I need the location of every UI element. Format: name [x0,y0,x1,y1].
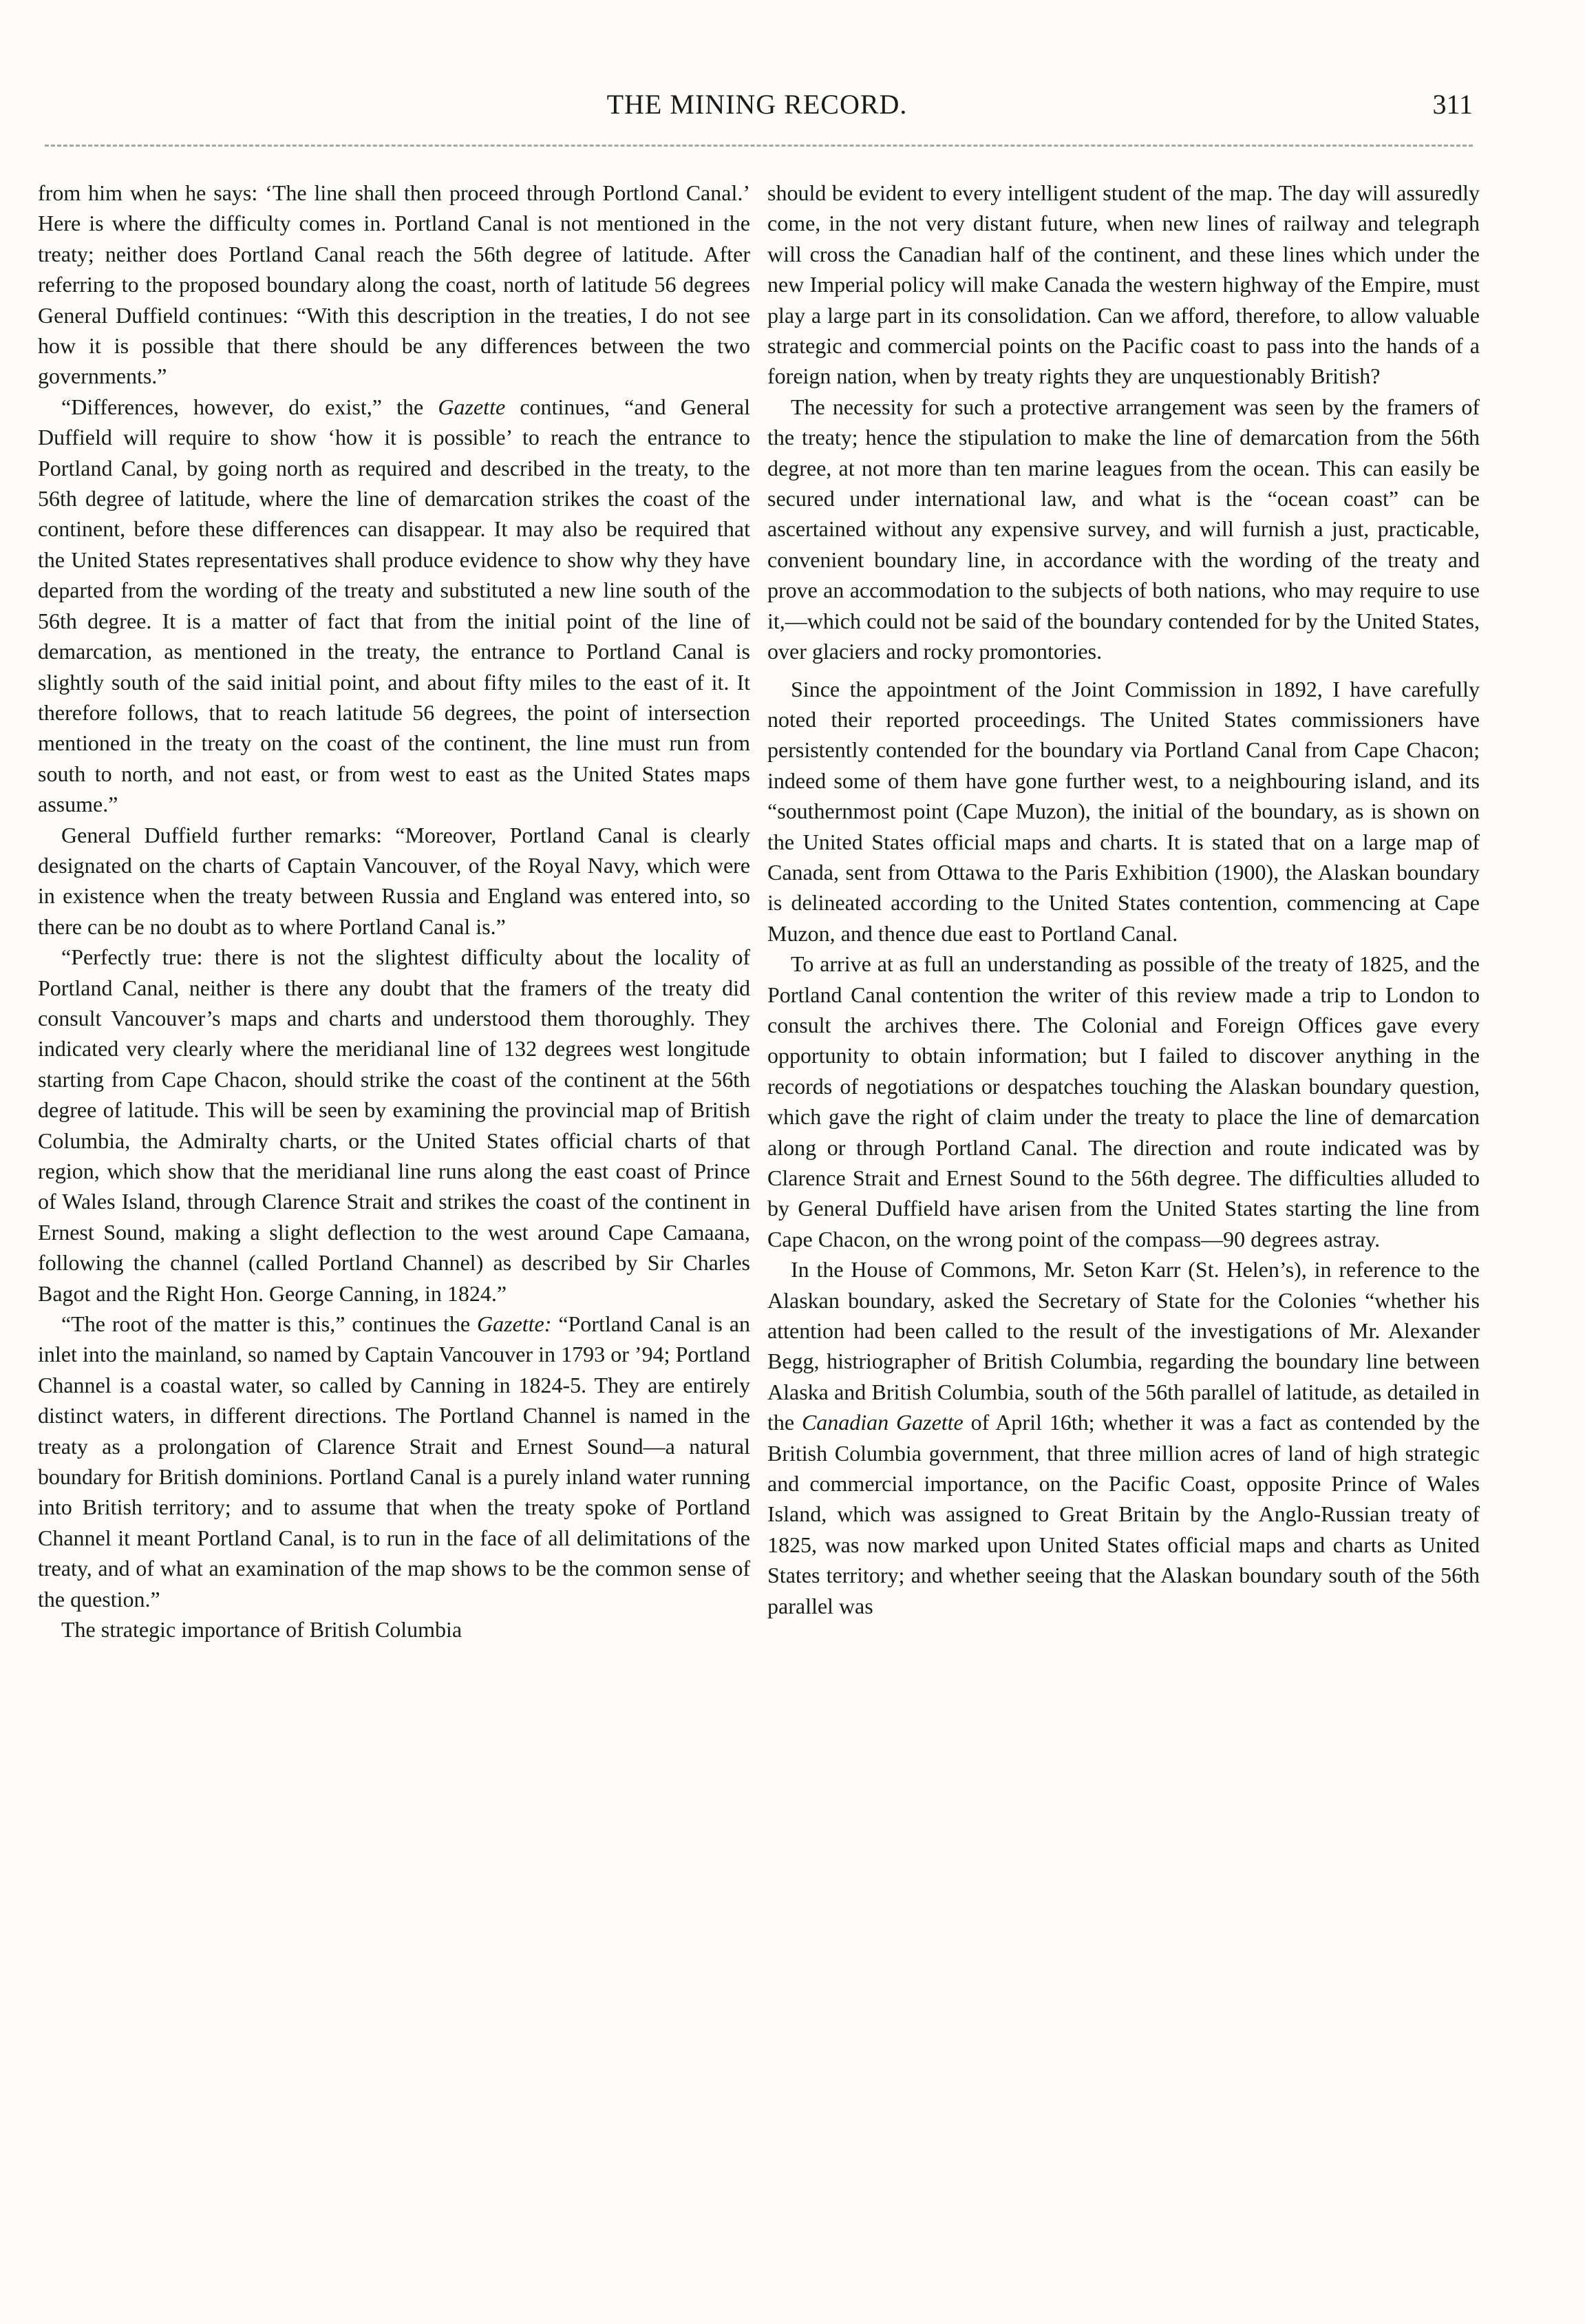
paragraph [38,1309,750,1614]
paragraph-text: “Differences, however, do exist,” the [61,394,438,419]
paragraph-text: continues, “and General Duffield will require to show ‘how it is possible’ to reach the entrance to Portland Canal, by going north as required and described in the treaty, to the 56th degree of latitude, where the line of demarcation strikes the coast of the continent, before these differences can disappear. It may also be required that the United States representatives shall produce evidence to show why they have departed from the wording of the treaty and substituted a new line south of the 56th degree. It is a matter of fact that from the initial point of the line of demarcation, as mentioned in the treaty, the entrance to Portland Canal is slightly south of the said initial point, and about fifty miles to the east of it. It therefore follows, that to reach latitude 56 degrees, the point of intersection mentioned in the treaty on the coast of the continent, the line must run from south to north, and not east, or from west to east as the United States maps assume.” [38,394,750,817]
italic-publication-name: Canadian Gazette [801,1410,964,1435]
paragraph: from him when he says: ‘The line shall then proceed through Portlond Canal.’ Here is where the difficulty comes in. Portland Canal is not mentioned in the treaty; neither does Portland Canal reach the 56th degree of latitude. After referring to the proposed boundary along the coast, north of latitude 56 degrees General Duffield continues: “With this description in the treaties, I do not see how it is possible that there should be any differences between the two governments.” [38,180,750,389]
paragraph: “Perfectly true: there is not the slightest difficulty about the locality of Portland Canal, neither is there any doubt that the framers of the treaty did consult Vancouver’s maps and charts and understood them thoroughly. They indicated very clearly where the meridianal line of 132 degrees west longitude starting from Cape Chacon, should strike the coast of the continent at the 56th degree of latitude. This will be seen by examining the provincial map of British Columbia, the Admiralty charts, or the United States official charts of that region, which show that the meridianal line runs along the east coast of Prince of Wales Island, through Clarence Strait and strikes the coast of the continent in Ernest Sound, making a slight deflection to the west around Cape Camaana, following the channel (called Portland Channel) as described by Sir Charles Bagot and the Right Hon. George Canning, in 1824.” [38,944,750,1306]
page-number: 311 [1432,89,1473,120]
header-rule [45,145,1473,147]
paragraph: The necessity for such a protective arrangement was seen by the framers of the treaty; hence the stipulation to make the line of demarcation from the 56th degree, at not more than ten marine leagues from the ocean. This can easily be secured under international law, and what is the “ocean coast” can be ascertained without any expensive survey, and will furnish a just, practicable, convenient boundary line, in accordance with the wording of the treaty and prove an accommodation to the subjects of both nations, who may require to use it,—which could not be said of the boundary contended for by the United States, over glaciers and rocky promontories. [767,394,1480,664]
paragraph: Since the appointment of the Joint Commission in 1892, I have carefully noted their reported proceedings. The United States commissioners have persistently contended for the boundary via Portland Canal from Cape Chacon; indeed some of them have gone further west, to a neighbouring island, and its “southernmost point (Cape Muzon), the initial of the boundary, as is shown on the United States official maps and charts. It is stated that on a large map of Canada, sent from Ottawa to the Paris Exhibition (1900), the Alaskan boundary is delineated according to the United States contention, commencing at Cape Muzon, and thence due east to Portland Canal. [767,676,1480,946]
page-header [41,88,1473,136]
italic-publication-name: Gazette [438,394,506,419]
paragraph-text: “The root of the matter is this,” continues the [61,1311,477,1337]
publication-title: THE MINING RECORD. [606,89,908,120]
paragraph-text: of April 16th; whether it was a fact as contended by the British Columbia government, that three million acres of land of high strategic and commercial importance, on the Pacific Coast, opposite Prince of Wales Island, which was assigned to Great Britain by the Anglo-Russian treaty of 1825, was now marked upon United States official maps and charts as United States territory; and whether seeing that the Alaskan boundary south of the 56th parallel was [767,1410,1480,1618]
paragraph [38,392,750,820]
left-column [38,178,750,2277]
paragraph: To arrive at as full an understanding as possible of the treaty of 1825, and the Portland Canal contention the writer of this review made a trip to London to consult the archives there. The Colonial and Foreign Offices gave every opportunity to obtain information; but I failed to discover anything in the records of negotiations or despatches touching the Alaskan boundary question, which gave the right of claim under the treaty to place the line of demarcation along or through Portland Canal. The direction and route indicated was by Clarence Strait and Ernest Sound to the 56th degree. The difficulties alluded to by General Duffield have arisen from the United States starting the line from Cape Chacon, on the wrong point of the compass—90 degrees astray. [767,951,1480,1251]
paragraph-text: In the House of Commons, Mr. Seton Karr (St. Helen’s), in reference to the Alaskan boundary, asked the Secretary of State for the Colonies “whether his attention had been called to the result of the investigations of Mr. Alexander Begg, histriographer of British Columbia, regarding the boundary line between Alaska and British Columbia, south of the 56th parallel of latitude, as detailed in the [767,1257,1480,1435]
paragraph [767,1254,1480,1621]
paragraph: General Duffield further remarks: “Moreover, Portland Canal is clearly designated on the charts of Captain Vancouver, of the Royal Navy, which were in existence when the treaty between Russia and England was entered into, so there can be no doubt as to where Portland Canal is.” [38,822,750,939]
right-column [767,178,1480,2277]
paragraph: The strategic importance of British Columbia [61,1617,462,1642]
italic-publication-name: Gazette: [477,1311,552,1337]
paragraph: should be evident to every intelligent student of the map. The day will assuredly come, in the not very distant future, when new lines of railway and telegraph will cross the Canadian half of the continent, and these lines which under the new Imperial policy will make Canada the western highway of the Empire, must play a large part in its consolidation. Can we afford, therefore, to allow valuable strategic and commercial points on the Pacific coast to pass into the hands of a foreign nation, when by treaty rights they are unquestionably British? [767,180,1480,389]
paragraph-text: “Portland Canal is an inlet into the mainland, so named by Captain Vancouver in 1793 or ’94; Portland Channel is a coastal water, so called by Canning in 1824-5. They are entirely distinct waters, in different directions. The Portland Channel is named in the treaty as a prolongation of Clarence Strait and Ernest Sound—a natural boundary for British dominions. Portland Canal is a purely inland water running into British territory; and to assume that when the treaty spoke of Portland Channel it meant Portland Canal, is to run in the face of all delimitations of the treaty, and of what an examination of the map shows to be the common sense of the question.” [38,1311,750,1612]
